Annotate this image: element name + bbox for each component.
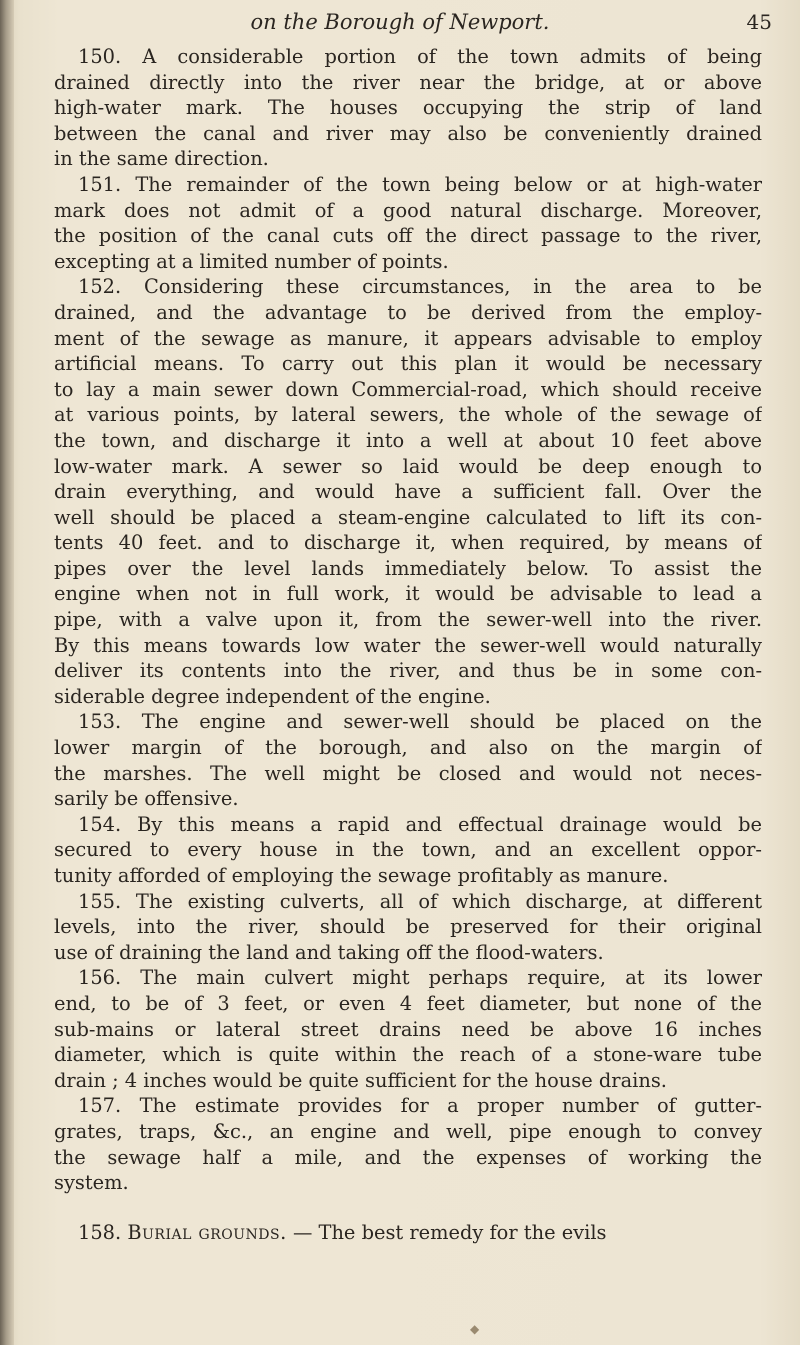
text-line: engine when not in full work, it would be advisable to lead a xyxy=(54,582,762,606)
text-line: end, to be of 3 feet, or even 4 feet diameter, but none of the xyxy=(54,991,762,1015)
text-line: tunity afforded of employing the sewage profitably as manure. xyxy=(54,864,669,887)
text-line: drain ; 4 inches would be quite sufficient for the house drains. xyxy=(54,1068,667,1092)
text-line: the town, and discharge it into a well at about 10 feet above xyxy=(54,428,762,452)
body-text xyxy=(54,44,762,1245)
text-line: siderable degree independent of the engine. xyxy=(54,684,491,708)
text-line: pipes over the level lands immediately below. To assist the xyxy=(54,556,762,580)
text-line: deliver its contents into the river, and thus be in some con- xyxy=(54,659,762,683)
text-line: 151. The remainder of the town being below or at high-water xyxy=(78,172,762,196)
text-line: artificial means. To carry out this plan it would be necessary xyxy=(54,352,762,376)
text-line: 154. By this means a rapid and effectual drainage would be xyxy=(78,812,762,836)
ink-mark: ◆ xyxy=(470,1322,480,1336)
section-heading: Burial grounds. xyxy=(127,1220,287,1244)
text-line: the marshes. The well might be closed and would not neces- xyxy=(54,761,762,785)
text-line: 152. Considering these circumstances, in the area to be xyxy=(78,275,762,299)
text-line: excepting at a limited number of points. xyxy=(54,249,449,273)
text-line: diameter, which is quite within the reach of a stone-ware tube xyxy=(54,1043,762,1067)
text-line: well should be placed a steam-engine calculated to lift its con- xyxy=(54,505,762,529)
text-line: 150. A considerable portion of the town admits of being xyxy=(78,45,762,68)
text-line: sub-mains or lateral street drains need be above 16 inches xyxy=(54,1017,762,1041)
text-line: the position of the canal cuts off the direct passage to the river, xyxy=(54,224,762,248)
page-number: 45 xyxy=(746,10,772,34)
section-gap xyxy=(54,1196,762,1220)
final-line xyxy=(54,1220,762,1246)
paragraph-number: 158. xyxy=(78,1220,122,1244)
text-line: low-water mark. A sewer so laid would be deep enough to xyxy=(54,454,762,478)
text-line: use of draining the land and taking off the flood-waters. xyxy=(54,940,604,964)
text-line: 157. The estimate provides for a proper number of gutter- xyxy=(78,1094,762,1118)
text-line: high-water mark. The houses occupying the strip of land xyxy=(54,96,762,120)
text-line: pipe, with a valve upon it, from the sewer-well into the river. xyxy=(54,608,762,632)
text-line: between the canal and river may also be conveniently drained xyxy=(54,121,762,145)
text-line: the sewage half a mile, and the expenses of working the xyxy=(54,1145,762,1169)
text-line: ment of the sewage as manure, it appears advisable to employ xyxy=(54,326,762,350)
page-binding-edge xyxy=(0,0,14,1345)
text-line: at various points, by lateral sewers, the whole of the sewage of xyxy=(54,403,762,427)
text-line: levels, into the river, should be preserved for their original xyxy=(54,915,762,939)
text-line: sarily be offensive. xyxy=(54,787,239,811)
text-line: in the same direction. xyxy=(54,147,269,171)
text-line: secured to every house in the town, and an excellent oppor- xyxy=(54,838,762,862)
text-line: By this means towards low water the sewer-well would naturally xyxy=(54,633,762,657)
text-line: drained directly into the river near the bridge, at or above xyxy=(54,70,762,94)
text-line: system. xyxy=(54,1171,129,1195)
text-line: to lay a main sewer down Commercial-road, which should receive xyxy=(54,377,762,401)
page-header xyxy=(0,8,800,38)
text-line: 156. The main culvert might perhaps require, at its lower xyxy=(78,966,762,990)
text-line: mark does not admit of a good natural discharge. Moreover, xyxy=(54,198,762,222)
text-line: drained, and the advantage to be derived from the employ- xyxy=(54,300,762,324)
text-line: 153. The engine and sewer-well should be placed on the xyxy=(78,710,762,734)
final-line-text: — The best remedy for the evils xyxy=(292,1220,607,1244)
text-line: grates, traps, &c., an engine and well, pipe enough to convey xyxy=(54,1119,762,1143)
text-line: lower margin of the borough, and also on the margin of xyxy=(54,736,762,760)
running-head: on the Borough of Newport. xyxy=(250,10,550,34)
text-line: drain everything, and would have a sufficient fall. Over the xyxy=(54,480,762,504)
text-line: tents 40 feet. and to discharge it, when required, by means of xyxy=(54,531,762,555)
text-line: 155. The existing culverts, all of which discharge, at different xyxy=(78,889,762,913)
